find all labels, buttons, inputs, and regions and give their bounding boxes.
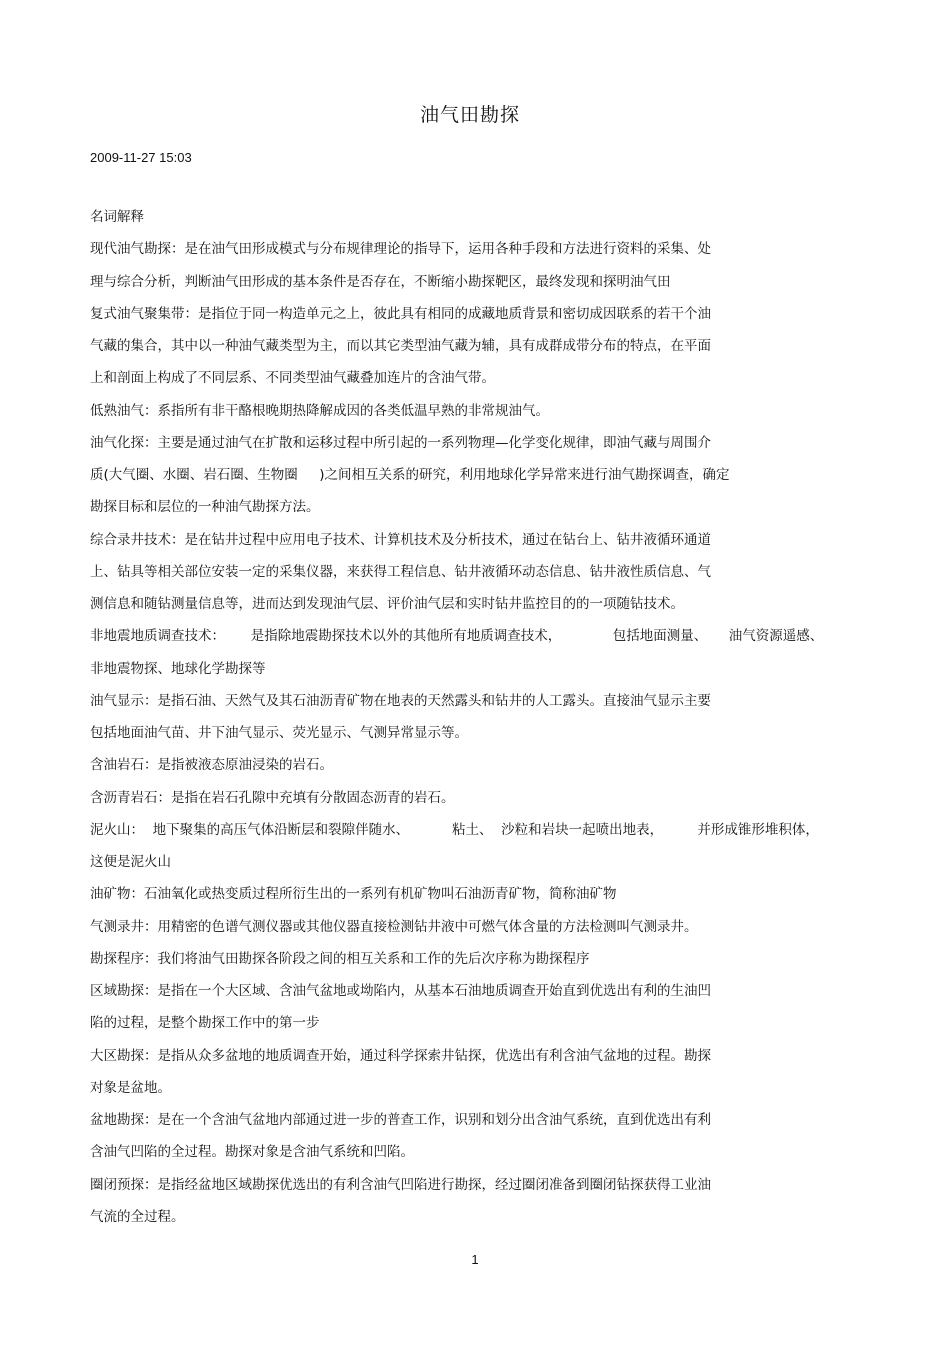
body-line: 复式油气聚集带：是指位于同一构造单元之上，彼此具有相同的成藏地质背景和密切成因联系的若干个油: [90, 305, 711, 322]
body-line: 油矿物：石油氧化或热变质过程所衍生出的一系列有机矿物叫石油沥青矿物，简称油矿物: [90, 886, 617, 903]
body-line: 气测录井：用精密的色谱气测仪器或其他仪器直接检测钻井液中可燃气体含量的方法检测叫气测录井。: [90, 918, 698, 935]
section-heading: 名词解释: [90, 209, 144, 225]
body-line: 大区勘探：是指从众多盆地的地质调查开始，通过科学探索井钻探，优选出有利含油气盆地的过程。勘探: [90, 1047, 711, 1064]
body-line: 非地震地质调查技术： 是指除地震勘探技术以外的其他所有地质调查技术， 包括地面测量、 油气资源遥感、: [90, 628, 824, 645]
body-line: 理与综合分析，判断油气田形成的基本条件是否存在，不断缩小勘探靶区，最终发现和探明油气田: [90, 273, 671, 290]
body-line: 勘探程序：我们将油气田勘探各阶段之间的相互关系和工作的先后次序称为勘探程序: [90, 950, 590, 967]
body-line: 气流的全过程。: [90, 1208, 185, 1225]
body-line: 含油气凹陷的全过程。勘探对象是含油气系统和凹陷。: [90, 1144, 414, 1161]
body-line: 测信息和随钻测量信息等，进而达到发现油气层、评价油气层和实时钻井监控目的的一项随钻技术。: [90, 596, 684, 612]
body-line: 盆地勘探：是在一个含油气盆地内部通过进一步的普查工作，识别和划分出含油气系统，直到优选出有利: [90, 1112, 711, 1128]
body-line: 含油岩石：是指被液态原油浸染的岩石。: [90, 757, 333, 774]
body-line: 综合录井技术：是在钻井过程中应用电子技术、计算机技术及分析技术，通过在钻台上、钻井液循环通道: [90, 531, 711, 548]
body-line: 区域勘探：是指在一个大区域、含油气盆地或坳陷内，从基本石油地质调查开始直到优选出有利的生油凹: [90, 983, 711, 999]
body-line: 包括地面油气苗、井下油气显示、荧光显示、气测异常显示等。: [90, 725, 468, 741]
body-line: 油气显示：是指石油、天然气及其石油沥青矿物在地表的天然露头和钻井的人工露头。直接油气显示主要: [90, 692, 711, 709]
document-date: 2009-11-27 15:03: [90, 150, 192, 165]
body-line: 圈闭预探：是指经盆地区域勘探优选出的有利含油气凹陷进行勘探，经过圈闭准备到圈闭钻探获得工业油: [90, 1176, 711, 1193]
body-line: 陷的过程，是整个勘探工作中的第一步: [90, 1015, 320, 1032]
body-line: 对象是盆地。: [90, 1079, 171, 1096]
body-line: 上和剖面上构成了不同层系、不同类型油气藏叠加连片的含油气带。: [90, 370, 495, 387]
body-line: 气藏的集合，其中以一种油气藏类型为主，而以其它类型油气藏为辅，具有成群成带分布的特点，在平面: [90, 338, 711, 354]
body-line: 泥火山： 地下聚集的高压气体沿断层和裂隙伴随水、 粘土、 沙粒和岩块一起喷出地表， 并形成锥形堆积体，: [90, 821, 819, 838]
body-line: 质(大气圈、水圈、岩石圈、生物圈 )之间相互关系的研究，利用地球化学异常来进行油气勘探调查，确定: [90, 467, 730, 483]
body-line: 上、钻具等相关部位安装一定的采集仪器，来获得工程信息、钻井液循环动态信息、钻井液性质信息、气: [90, 563, 711, 580]
body-line: 油气化探：主要是通过油气在扩散和运移过程中所引起的一系列物理—化学变化规律，即油气藏与周围介: [90, 434, 711, 451]
body-line: 低熟油气：系指所有非干酪根晚期热降解成因的各类低温早熟的非常规油气。: [90, 402, 549, 419]
body-line: 这便是泥火山: [90, 854, 171, 870]
document-body: [90, 201, 870, 1233]
page-number: 1: [471, 1252, 479, 1267]
body-line: 现代油气勘探：是在油气田形成模式与分布规律理论的指导下，运用各种手段和方法进行资料的采集、处: [90, 241, 711, 258]
document-title: 油气田勘探: [419, 104, 520, 126]
body-line: 勘探目标和层位的一种油气勘探方法。: [90, 499, 320, 516]
body-line: 含沥青岩石：是指在岩石孔隙中充填有分散固态沥青的岩石。: [90, 789, 455, 806]
body-line: 非地震物探、地球化学勘探等: [90, 660, 266, 677]
